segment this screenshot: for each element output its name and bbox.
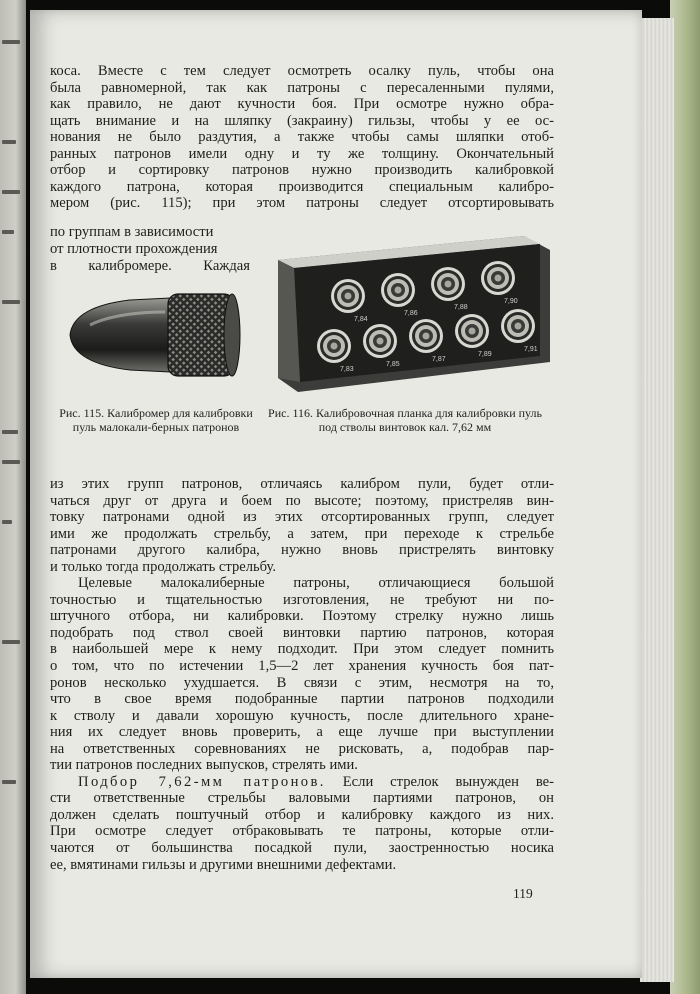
text-line: как правило, не дают кучности боя. При осмотре нужно обра- <box>50 96 554 113</box>
plate-hole-label: 7,89 <box>478 351 492 358</box>
text-line: о том, что по истечении 1,5—2 лет хранения кучность боя пат- <box>50 658 554 675</box>
figure-116-calibration-plate <box>274 232 554 402</box>
figure-115-bullet-gauge <box>60 280 250 390</box>
text-line: в калибромере. Каждая <box>50 258 250 274</box>
plate-hole-label: 7,87 <box>432 356 446 363</box>
paragraph-groups <box>50 476 554 575</box>
text-line: отбор и сортировку патронов нужно производить калибровкой <box>50 162 554 179</box>
plate-hole-label: 7,83 <box>340 366 354 373</box>
text-line: в наибольшей мере к нему подходит. При этом следует помнить <box>50 641 554 658</box>
text-line: точностью и тщательностью изготовления, не требуют ни по- <box>50 591 554 608</box>
plate-hole-label: 7,84 <box>354 316 368 323</box>
text-line: ее, вмятинами гильзы и другими внешними дефектами. <box>50 856 397 873</box>
plate-hole-label: 7,90 <box>504 298 518 305</box>
plate-hole-label: 7,91 <box>524 346 538 353</box>
facing-page-edge <box>0 0 26 994</box>
text-line: подобрать под ствол своей винтовки партию патронов, которая <box>50 624 554 641</box>
text-line: должен сделать поштучный отбор и калибровку каждого из них. <box>50 806 554 823</box>
book-page <box>30 10 642 978</box>
text-line: сти ответственные стрельбы валовыми партиями патронов, он <box>50 790 554 807</box>
page-stack-edge <box>640 18 674 982</box>
text-line: от плотности прохождения <box>50 241 218 257</box>
text-line: тии патронов последних выпусков, стрелять ими. <box>50 757 358 774</box>
text-line: из этих групп патронов, отличаясь калибром пули, будет отли- <box>50 476 554 492</box>
text-line: коса. Вместе с тем следует осмотреть осалку пуль, чтобы она <box>50 63 554 79</box>
book-cover-edge <box>670 0 700 994</box>
text-line: товку патронами одной из этих отсортированных групп, следует <box>50 509 554 526</box>
section-heading: Подбор 7,62-мм патронов. <box>78 773 326 790</box>
text-line: по группам в зависимости <box>50 224 214 240</box>
text-line: что в свое время подобранные партии патронов подходили <box>50 691 554 708</box>
text-line: ния их следует вновь проверить, а еще лучше при выступлении <box>50 724 554 741</box>
figure-116-caption: Рис. 116. Калибровочная планка для калибровки пуль под стволы винтовок кал. 7,62 мм <box>268 406 542 434</box>
text-line: мером (рис. 115); при этом патроны следует отсортировывать <box>50 195 554 212</box>
body-text-lower <box>50 476 554 873</box>
text-line: ранных патронов имели одну и ту же толщину. Окончательный <box>50 145 554 162</box>
text-line: патронами другого калибра, нужно вновь пристрелять винтовку <box>50 542 554 559</box>
text-line: к стволу и давали хорошую кучность, после длительного хране- <box>50 707 554 724</box>
text-line: каждого патрона, которая производится специальным калибро- <box>50 178 554 195</box>
text-line: ронов несколько ухудшается. В связи с этим, несмотря на то, <box>50 674 554 691</box>
text-line: и только тогда продолжать стрельбу. <box>50 558 277 575</box>
figure-115-caption: Рис. 115. Калибромер для калибровки пуль малокали-берных патронов <box>59 406 253 434</box>
text-line: Целевые малокалиберные патроны, отличающиеся большой <box>78 575 554 592</box>
text-line: ими же продолжать стрельбу, а затем, при переходе к стрельбе <box>50 525 554 542</box>
paragraph-target-cartridges <box>50 575 554 774</box>
text-line: щать внимание и на шляпку (закраину) гильзы, чтобы у ее ос- <box>50 112 554 129</box>
text-line: была равномерной, так как патроны с пересаленными пулями, <box>50 79 554 96</box>
text-line: чаются от большинства посадкой пули, заостренностью носика <box>50 840 554 857</box>
text-fragment: Если стрелок вынужден ве- <box>325 773 554 790</box>
paragraph-top <box>50 63 554 212</box>
text-line: При осмотре следует отбраковывать те патроны, которые отли- <box>50 823 554 840</box>
paragraph-762-selection <box>50 774 554 873</box>
text-line: нования не было раздутия, а также чтобы самы шляпки отоб- <box>50 129 554 146</box>
plate-hole-label: 7,85 <box>386 361 400 368</box>
text-line <box>50 774 554 791</box>
text-line: на ответственных соревнованиях не рисковать, а, подобрав пар- <box>50 740 554 757</box>
text-line: штучного отбора, ни калибровки. Поэтому стрелку нужно лишь <box>50 608 554 625</box>
plate-hole-label: 7,88 <box>454 304 468 311</box>
text-line: чаться друг от друга и боем по высоте; поэтому, пристреляв вин- <box>50 492 554 509</box>
plate-hole-label: 7,86 <box>404 310 418 317</box>
page-number: 119 <box>513 886 533 901</box>
